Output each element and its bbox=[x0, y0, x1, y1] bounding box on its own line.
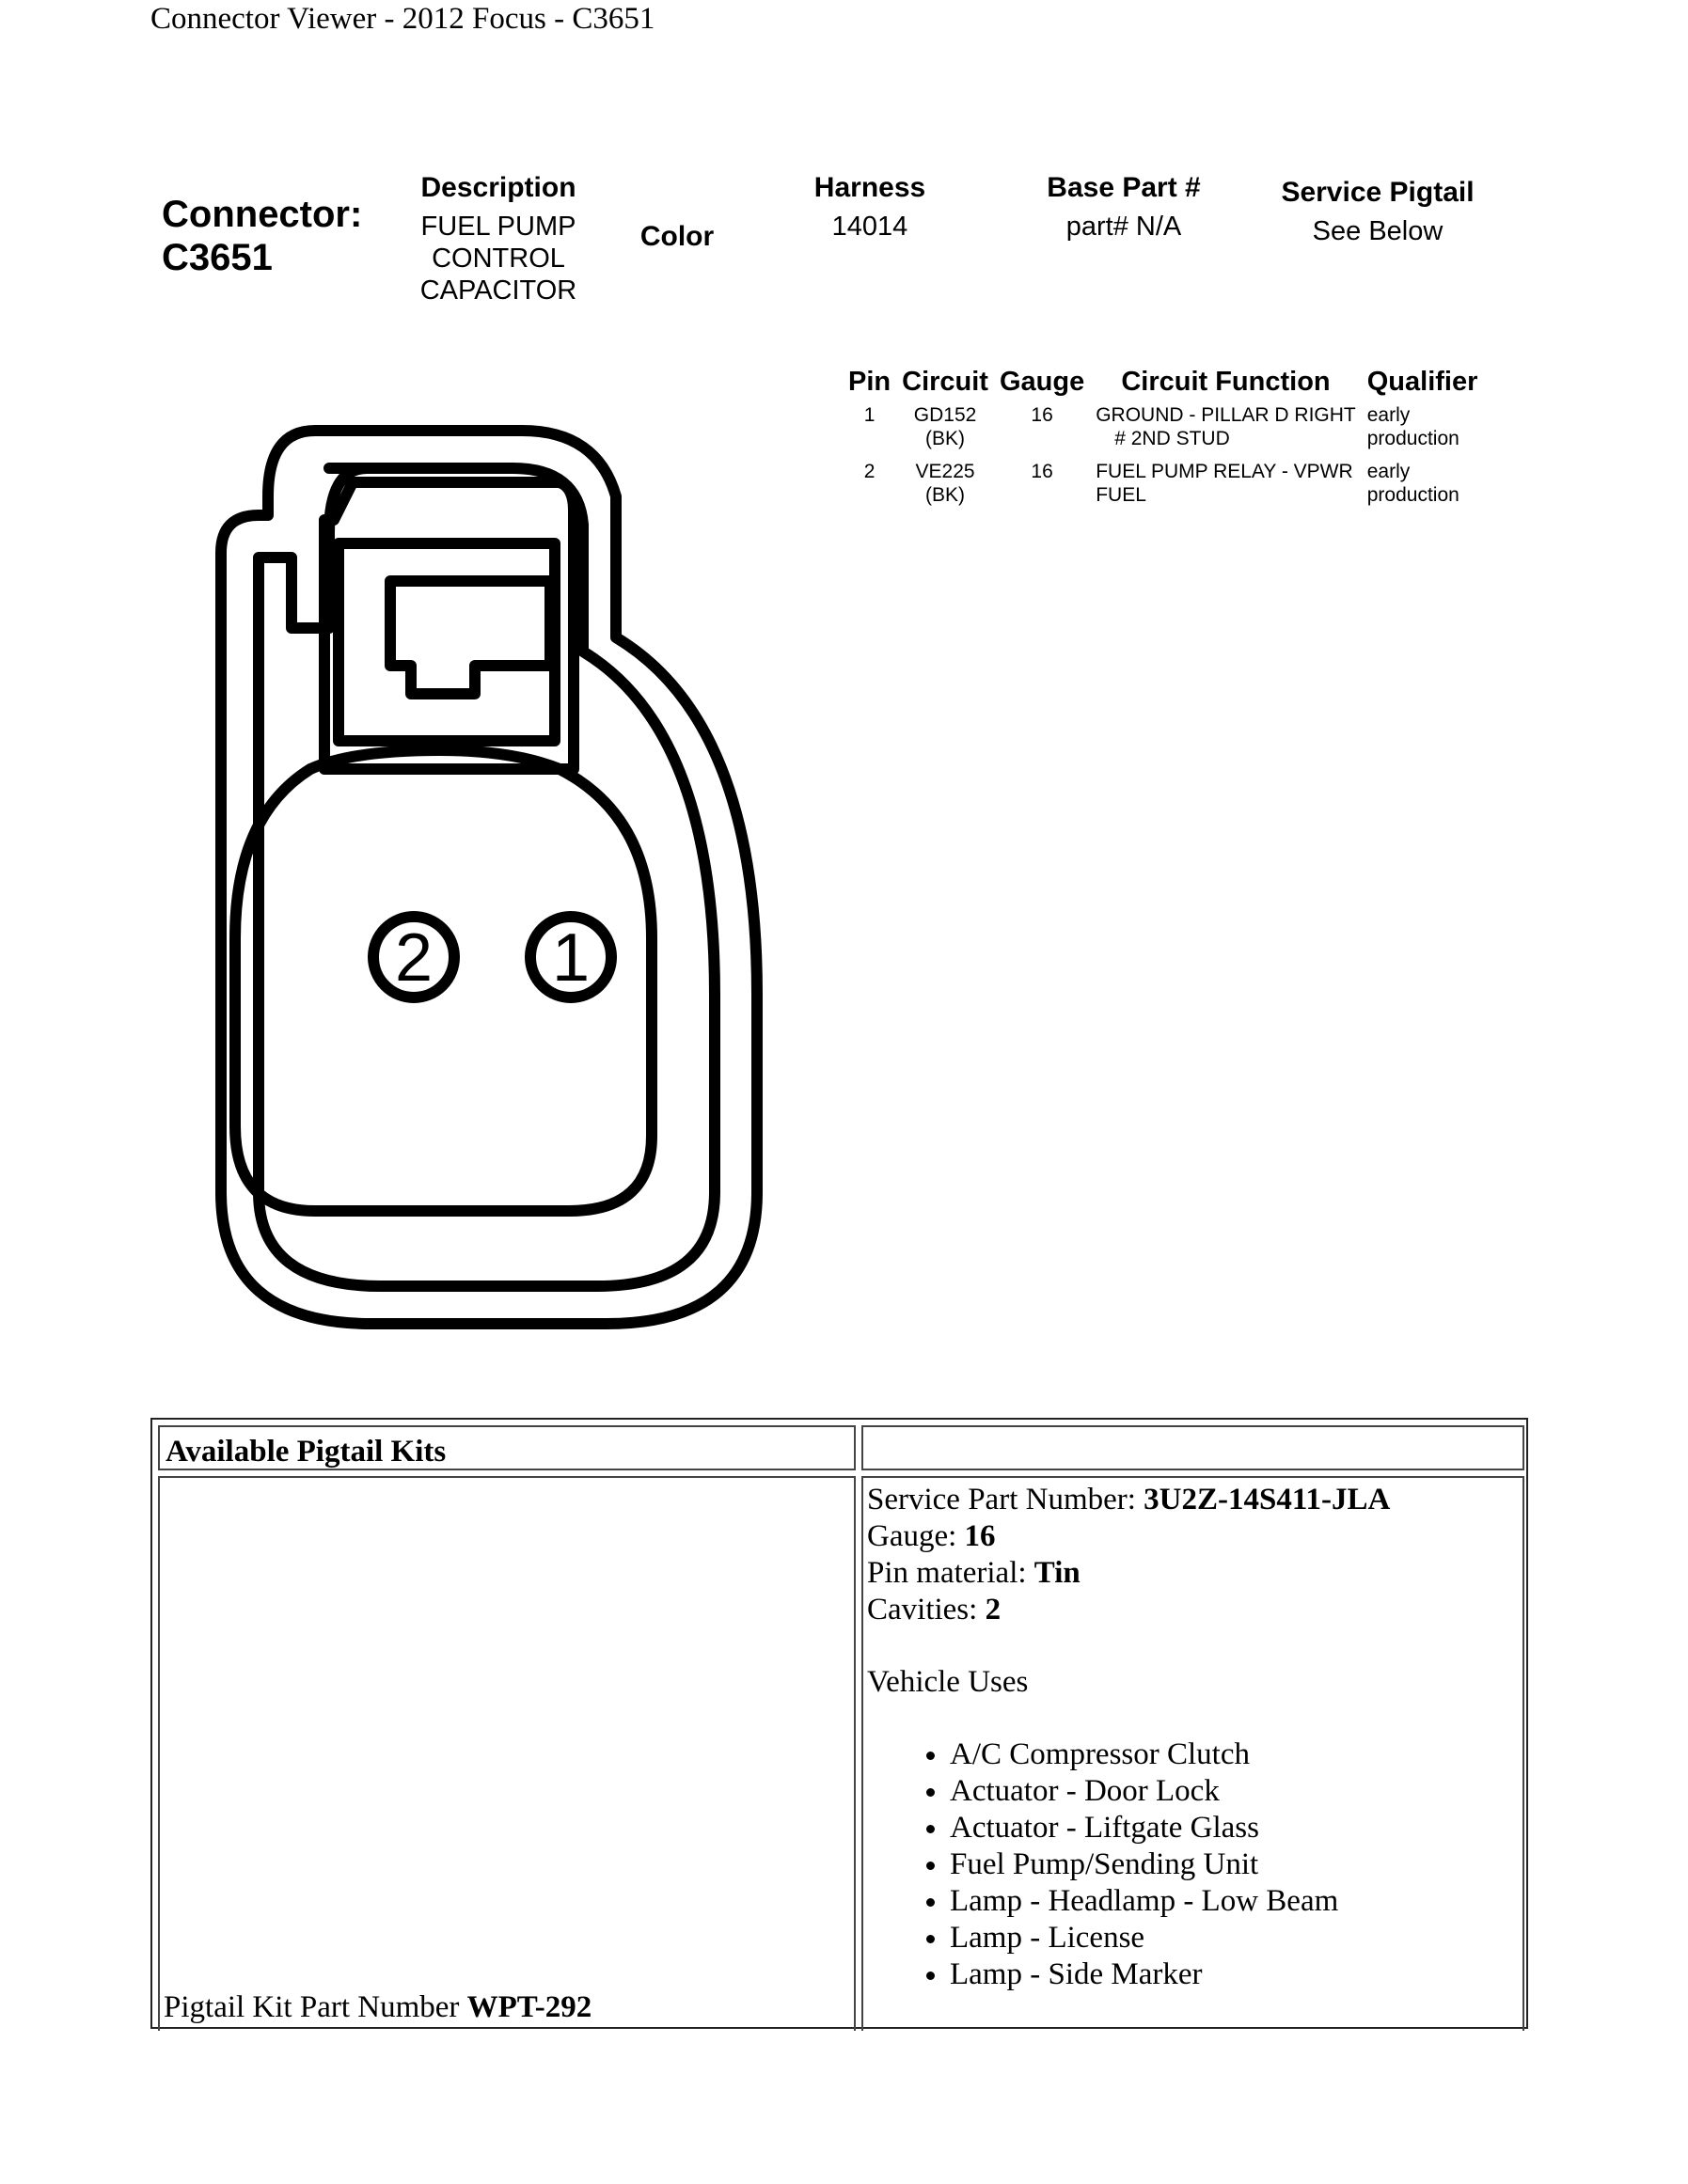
service-part-value: 3U2Z-14S411-JLA bbox=[1144, 1483, 1391, 1516]
column-header-circuit-function: Circuit Function bbox=[1121, 367, 1331, 397]
pin-2-label: 2 bbox=[394, 920, 434, 996]
qualifier-line: early bbox=[1366, 404, 1411, 426]
color-label: Color bbox=[639, 221, 715, 252]
cavities-line bbox=[867, 1592, 1519, 1628]
table-row bbox=[843, 403, 1483, 460]
column-header-circuit: Circuit bbox=[902, 367, 988, 397]
function-line: # 2ND STUD bbox=[1114, 428, 1230, 449]
function-line: FUEL bbox=[1096, 484, 1146, 506]
qualifier-line: early bbox=[1366, 461, 1411, 482]
circuit-function-cell bbox=[1090, 403, 1362, 460]
kit-part-number: WPT-292 bbox=[466, 1990, 592, 2024]
base-part-value: part# N/A bbox=[1065, 212, 1182, 242]
column-header-qualifier: Qualifier bbox=[1366, 367, 1478, 397]
qualifier-line: production bbox=[1366, 484, 1459, 506]
circuit-color: (BK) bbox=[925, 428, 966, 449]
pin-material-value: Tin bbox=[1033, 1556, 1081, 1590]
qualifier-cell bbox=[1362, 460, 1484, 516]
cavities-value: 2 bbox=[985, 1593, 1002, 1626]
harness-value: 14014 bbox=[831, 212, 908, 242]
base-part-label: Base Part # bbox=[1047, 172, 1201, 203]
pigtail-kits-heading-spacer bbox=[861, 1425, 1524, 1470]
column-header-pin: Pin bbox=[848, 367, 891, 397]
service-pigtail-label: Service Pigtail bbox=[1281, 177, 1475, 208]
description-value bbox=[395, 211, 602, 306]
gauge-cell: 16 bbox=[1031, 404, 1053, 426]
pin-number: 2 bbox=[863, 461, 876, 482]
connector-id: C3651 bbox=[162, 237, 273, 278]
description-line: FUEL PUMP bbox=[420, 212, 576, 242]
gauge-value: 16 bbox=[964, 1519, 996, 1553]
pin-table bbox=[843, 367, 1483, 516]
pigtail-kits-table bbox=[150, 1418, 1528, 2029]
connector-heading bbox=[162, 193, 362, 279]
cavities-label: Cavities: bbox=[867, 1593, 986, 1626]
latch-tab bbox=[390, 581, 550, 694]
list-item: • Lamp - License bbox=[950, 1920, 1519, 1956]
description-line: CAPACITOR bbox=[419, 275, 577, 306]
pin-material-label: Pin material: bbox=[867, 1556, 1034, 1590]
vehicle-uses-label: Vehicle Uses bbox=[867, 1665, 1029, 1699]
gauge-label: Gauge: bbox=[867, 1519, 965, 1553]
circuit-color: (BK) bbox=[925, 484, 966, 506]
list-item: • Lamp - Headlamp - Low Beam bbox=[950, 1883, 1519, 1920]
gauge-cell: 16 bbox=[1031, 461, 1053, 482]
list-item: • Actuator - Liftgate Glass bbox=[950, 1810, 1519, 1846]
qualifier-line: production bbox=[1366, 428, 1459, 449]
pigtail-details-cell bbox=[861, 1476, 1524, 2031]
column-header-gauge: Gauge bbox=[999, 367, 1085, 397]
circuit-code: VE225 bbox=[915, 461, 975, 482]
pin-material-line bbox=[867, 1555, 1519, 1592]
list-item: • A/C Compressor Clutch bbox=[950, 1736, 1519, 1773]
table-row bbox=[843, 460, 1483, 516]
pigtail-kit-cell bbox=[158, 1476, 856, 2031]
pin-table-header bbox=[843, 367, 1483, 403]
description-label: Description bbox=[420, 172, 576, 203]
service-pigtail-value: See Below bbox=[1312, 216, 1443, 246]
vehicle-uses-list bbox=[867, 1736, 1519, 1993]
latch-window bbox=[339, 543, 555, 741]
harness-label: Harness bbox=[813, 172, 926, 203]
list-item: • Lamp - Side Marker bbox=[950, 1956, 1519, 1993]
qualifier-cell bbox=[1362, 403, 1484, 460]
service-part-label: Service Part Number: bbox=[867, 1483, 1144, 1516]
service-part-line bbox=[867, 1482, 1519, 1518]
gauge-line bbox=[867, 1518, 1519, 1555]
list-item: • Fuel Pump/Sending Unit bbox=[950, 1846, 1519, 1883]
pigtail-kits-heading: Available Pigtail Kits bbox=[158, 1425, 856, 1470]
circuit-cell bbox=[896, 460, 994, 516]
pin-1-label: 1 bbox=[551, 920, 591, 996]
pigtail-kit-part-number bbox=[164, 1990, 592, 2025]
description-line: CONTROL bbox=[432, 244, 565, 274]
kit-part-prefix: Pigtail Kit Part Number bbox=[164, 1990, 467, 2024]
circuit-function-cell bbox=[1090, 460, 1362, 516]
circuit-code: GD152 bbox=[913, 404, 977, 426]
list-item: • Actuator - Door Lock bbox=[950, 1773, 1519, 1810]
function-line: FUEL PUMP RELAY - VPWR bbox=[1096, 461, 1353, 482]
latch-outer bbox=[324, 482, 574, 769]
connector-outer-shell bbox=[221, 431, 757, 1324]
function-line: GROUND - PILLAR D RIGHT bbox=[1096, 404, 1356, 426]
circuit-cell bbox=[896, 403, 994, 460]
document-title: Connector Viewer - 2012 Focus - C3651 bbox=[150, 2, 655, 36]
pin-number: 1 bbox=[863, 404, 876, 426]
connector-face-diagram bbox=[202, 412, 785, 1352]
connector-label: Connector: bbox=[162, 194, 363, 235]
